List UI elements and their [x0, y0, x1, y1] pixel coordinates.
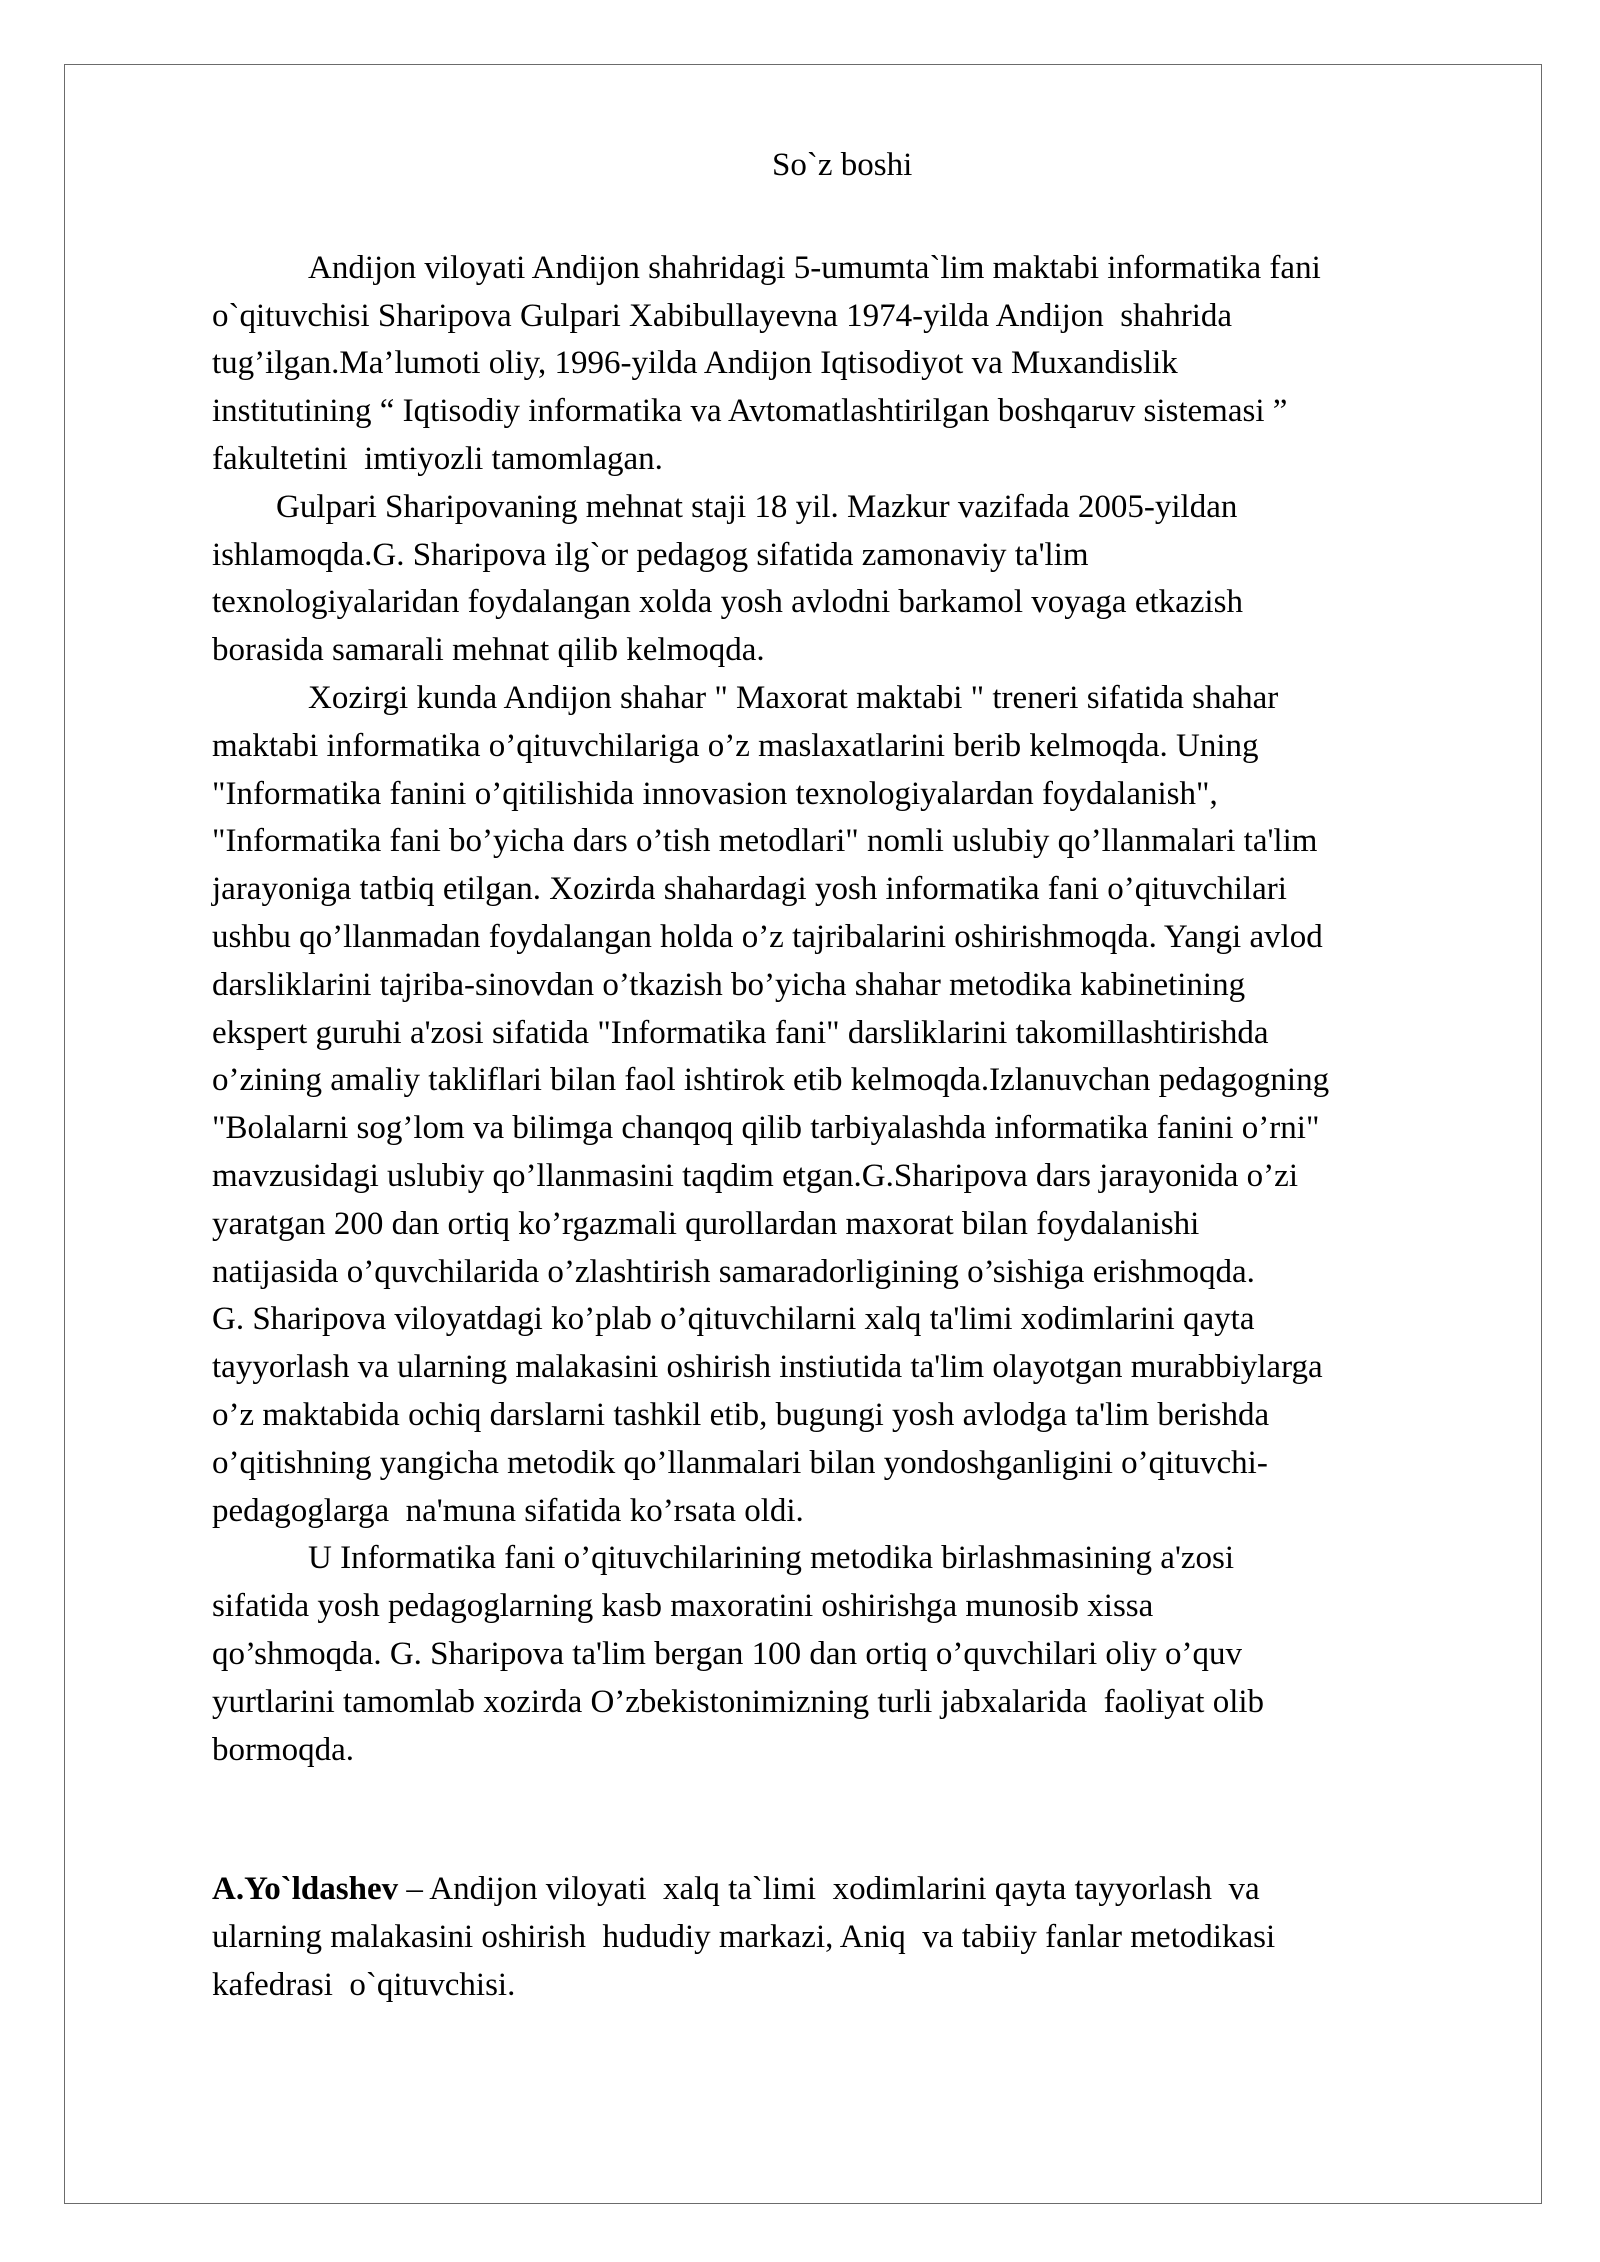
paragraph-line: G. Sharipova viloyatdagi ko’plab o’qituvchilarni xalq ta'limi xodimlarini qayta [212, 1301, 1255, 1338]
paragraph-line: o’zining amaliy takliflari bilan faol ishtirok etib kelmoqda.Izlanuvchan pedagogning [212, 1062, 1330, 1099]
document-title: So`z boshi [772, 147, 913, 183]
paragraph [212, 245, 1512, 484]
paragraph-line: jarayoniga tatbiq etilgan. Xozirda shahardagi yosh informatika fani o’qituvchilari [212, 871, 1287, 908]
paragraph-line: darsliklarini tajriba-sinovdan o’tkazish bo’yicha shahar metodika kabinetining [212, 966, 1246, 1003]
paragraph-line: borasida samarali mehnat qilib kelmoqda. [212, 632, 765, 669]
paragraph-line: sifatida yosh pedagoglarning kasb maxoratini oshirishga munosib xissa [212, 1588, 1154, 1625]
author-position: – Andijon viloyati xalq ta`limi xodimlarini qayta tayyorlash va [398, 1871, 1260, 1908]
paragraph-line: "Informatika fanini o’qitilishida innovasion texnologiyalardan foydalanish", [212, 775, 1218, 812]
paragraph-line: yurtlarini tamomlab xozirda O’zbekistonimizning turli jabxalarida faoliyat olib [212, 1683, 1265, 1720]
paragraph-line: natijasida o’quvchilarida o’zlashtirish samaradorligining o’sishiga erishmoqda. [212, 1253, 1255, 1290]
paragraph-line: Xozirgi kunda Andijon shahar " Maxorat maktabi " treneri sifatida shahar [308, 679, 1279, 716]
signature-line-3: kafedrasi o`qituvchisi. [212, 1966, 516, 2003]
paragraph-line: ishlamoqda.G. Sharipova ilg`or pedagog sifatida zamonaviy ta'lim [212, 536, 1089, 573]
author-name: A.Yo`ldashev [212, 1871, 399, 1908]
paragraph-line: o’qitishning yangicha metodik qo’llanmalari bilan yondoshganligini o’qituvchi- [212, 1444, 1268, 1481]
paragraph-line: tug’ilgan.Ma’lumoti oliy, 1996-yilda Andijon Iqtisodiyot va Muxandislik [212, 345, 1178, 382]
paragraph-line: qo’shmoqda. G. Sharipova ta'lim bergan 100 dan ortiq o’quvchilari oliy o’quv [212, 1635, 1242, 1672]
paragraph-line: texnologiyalaridan foydalangan xolda yosh avlodni barkamol voyaga etkazish [212, 584, 1243, 621]
paragraph-line: mavzusidagi uslubiy qo’llanmasini taqdim etgan.G.Sharipova dars jarayonida o’zi [212, 1157, 1298, 1194]
paragraph-line: bormoqda. [212, 1731, 355, 1768]
signature-block [212, 1866, 1512, 2009]
paragraph-line: Andijon viloyati Andijon shahridagi 5-umumta`lim maktabi informatika fani [308, 249, 1321, 286]
paragraph [212, 1296, 1512, 1535]
paragraph-line: fakultetini imtiyozli tamomlagan. [212, 440, 663, 477]
paragraph-line: maktabi informatika o’qituvchilariga o’z maslaxatlarini berib kelmoqda. Uning [212, 727, 1259, 764]
document-body [212, 142, 1512, 2010]
paragraph-line: o’z maktabida ochiq darslarni tashkil etib, bugungi yosh avlodga ta'lim berishda [212, 1396, 1270, 1433]
paragraph-line: o`qituvchisi Sharipova Gulpari Xabibullayevna 1974-yilda Andijon shahrida [212, 297, 1233, 334]
paragraph-line: "Informatika fani bo’yicha dars o’tish metodlari" nomli uslubiy qo’llanmalari ta'lim [212, 823, 1318, 860]
paragraph-line: yaratgan 200 dan ortiq ko’rgazmali qurollardan maxorat bilan foydalanishi [212, 1205, 1200, 1242]
paragraph-line: "Bolalarni sog’lom va bilimga chanqoq qilib tarbiyalashda informatika fanini o’rni" [212, 1110, 1320, 1147]
paragraph-line: pedagoglarga na'muna sifatida ko’rsata oldi. [212, 1492, 804, 1529]
paragraph-line: institutining “ Iqtisodiy informatika va Avtomatlashtirilgan boshqaruv sistemasi ” [212, 393, 1288, 430]
signature-line-1 [212, 1866, 1512, 1914]
paragraph-list [212, 245, 1512, 1775]
paragraph [212, 1535, 1512, 1774]
signature-line-2: ularning malakasini oshirish hududiy markazi, Aniq va tabiiy fanlar metodikasi [212, 1919, 1276, 1956]
paragraph-line: ushbu qo’llanmadan foydalangan holda o’z tajribalarini oshirishmoqda. Yangi avlod [212, 918, 1323, 955]
paragraph [212, 675, 1512, 1296]
paragraph-line: Gulpari Sharipovaning mehnat staji 18 yil. Mazkur vazifada 2005-yildan [276, 488, 1238, 525]
paragraph-line: U Informatika fani o’qituvchilarining metodika birlashmasining a'zosi [308, 1540, 1235, 1577]
paragraph-line: tayyorlash va ularning malakasini oshirish instiutida ta'lim olayotgan murabbiylarga [212, 1349, 1323, 1386]
paragraph [212, 484, 1512, 675]
paragraph-line: ekspert guruhi a'zosi sifatida "Informatika fani" darsliklarini takomillashtirishda [212, 1014, 1269, 1051]
